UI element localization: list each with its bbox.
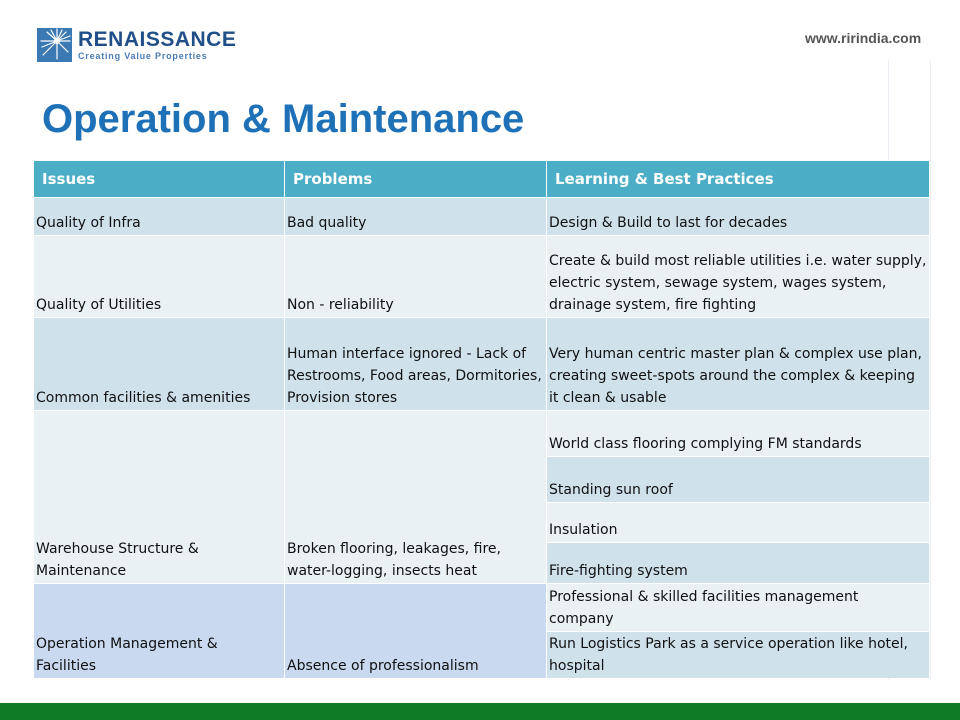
table-row (34, 198, 930, 236)
company-logo (37, 28, 236, 62)
practice-cell: Run Logistics Park as a service operation like hotel, hospital (547, 632, 930, 679)
practice-cell: World class flooring complying FM standards (547, 411, 930, 457)
practices-table (33, 160, 930, 679)
table-row (34, 584, 930, 632)
practice-cell: Create & build most reliable utilities i.e. water supply, electric system, sewage system, wages system, drainage system, fire fighting (547, 236, 930, 318)
issue-cell: Warehouse Structure & Maintenance (34, 411, 285, 584)
problem-cell: Absence of professionalism (285, 584, 547, 679)
footer-bar (0, 703, 960, 720)
header-problems: Problems (285, 161, 547, 198)
practice-cell: Insulation (547, 503, 930, 543)
logo-text (78, 29, 236, 62)
problem-cell: Bad quality (285, 198, 547, 236)
header-issues: Issues (34, 161, 285, 198)
problem-cell: Non - reliability (285, 236, 547, 318)
issue-cell: Common facilities & amenities (34, 318, 285, 411)
header-practices: Learning & Best Practices (547, 161, 930, 198)
problem-cell: Human interface ignored - Lack of Restrooms, Food areas, Dormitories, Provision stores (285, 318, 547, 411)
practice-cell: Design & Build to last for decades (547, 198, 930, 236)
practice-cell: Standing sun roof (547, 457, 930, 503)
practice-cell: Very human centric master plan & complex use plan, creating sweet-spots around the complex & keeping it clean & usable (547, 318, 930, 411)
practice-cell: Professional & skilled facilities management company (547, 584, 930, 632)
background-line (930, 60, 931, 680)
starburst-icon (37, 28, 72, 62)
table-row (34, 236, 930, 318)
logo-name: RENAISSANCE (78, 27, 237, 51)
problem-cell: Broken flooring, leakages, fire, water-logging, insects heat (285, 411, 547, 584)
issue-cell: Operation Management & Facilities (34, 584, 285, 679)
issue-cell: Quality of Utilities (34, 236, 285, 318)
issue-cell: Quality of Infra (34, 198, 285, 236)
page-title: Operation & Maintenance (42, 97, 525, 141)
logo-tagline: Creating Value Properties (78, 50, 208, 61)
table-row (34, 318, 930, 411)
table-header-row (34, 161, 930, 198)
table-row (34, 411, 930, 457)
website-url: www.ririndia.com (805, 30, 922, 46)
practice-cell: Fire-fighting system (547, 543, 930, 584)
